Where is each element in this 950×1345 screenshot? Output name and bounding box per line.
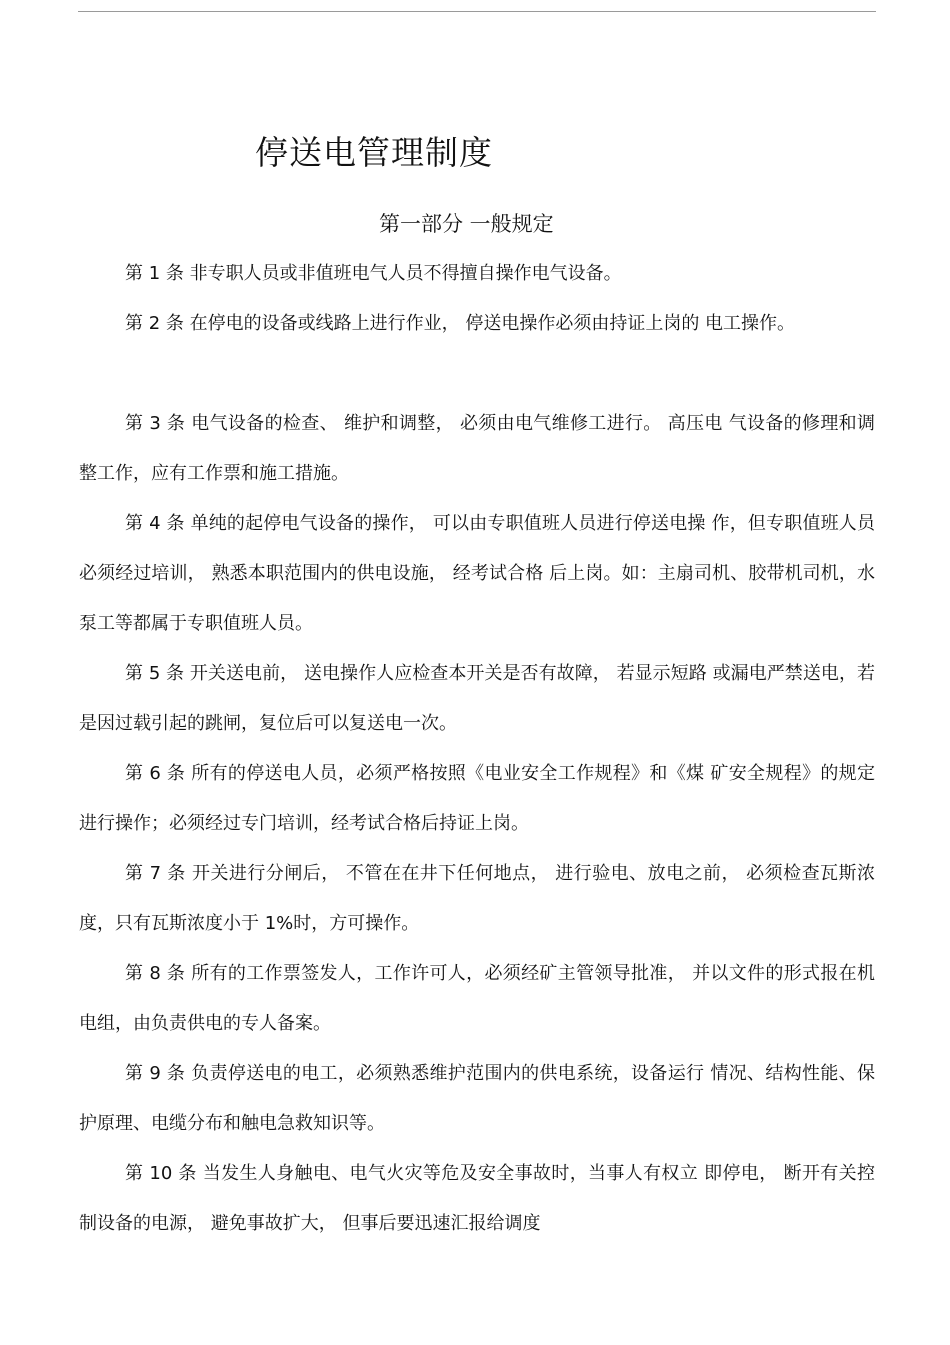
document-title: 停送电管理制度 bbox=[255, 133, 493, 172]
article-6: 第 6 条 所有的停送电人员，必须严格按照《电业安全工作规程》和《煤 矿安全规程》的规定进行操作；必须经过专门培训，经考试合格后持证上岗。 bbox=[79, 763, 875, 834]
article-3: 第 3 条 电气设备的检查、 维护和调整， 必须由电气维修工进行。 高压电 气设备的修理和调整工作，应有工作票和施工措施。 bbox=[79, 413, 875, 484]
article-7: 第 7 条 开关进行分闸后， 不管在在井下任何地点， 进行验电、放电之前， 必须检查瓦斯浓度，只有瓦斯浓度小于 1%时，方可操作。 bbox=[79, 863, 875, 934]
article-8: 第 8 条 所有的工作票签发人，工作许可人，必须经矿主管领导批准， 并以文件的形式报在机电组，由负责供电的专人备案。 bbox=[79, 963, 875, 1034]
article-1: 第 1 条 非专职人员或非值班电气人员不得擅自操作电气设备。 bbox=[125, 263, 622, 284]
article-9: 第 9 条 负责停送电的电工，必须熟悉维护范围内的供电系统，设备运行 情况、结构性能、保护原理、电缆分布和触电急救知识等。 bbox=[79, 1063, 875, 1134]
article-10: 第 10 条 当发生人身触电、电气火灾等危及安全事故时，当事人有权立 即停电， 断开有关控制设备的电源， 避免事故扩大， 但事后要迅速汇报给调度 bbox=[79, 1163, 875, 1234]
article-5: 第 5 条 开关送电前， 送电操作人应检查本开关是否有故障， 若显示短路 或漏电严禁送电，若是因过载引起的跳闸，复位后可以复送电一次。 bbox=[79, 663, 875, 734]
article-2: 第 2 条 在停电的设备或线路上进行作业， 停送电操作必须由持证上岗的 电工操作。 bbox=[125, 313, 796, 334]
header-rule bbox=[78, 11, 876, 12]
section-heading: 第一部分 一般规定 bbox=[379, 212, 554, 236]
article-4: 第 4 条 单纯的起停电气设备的操作， 可以由专职值班人员进行停送电操 作，但专职值班人员必须经过培训， 熟悉本职范围内的供电设施， 经考试合格 后上岗。如：主扇司机、胶带机司机，水泵工等都属于专职值班人员。 bbox=[79, 513, 875, 634]
